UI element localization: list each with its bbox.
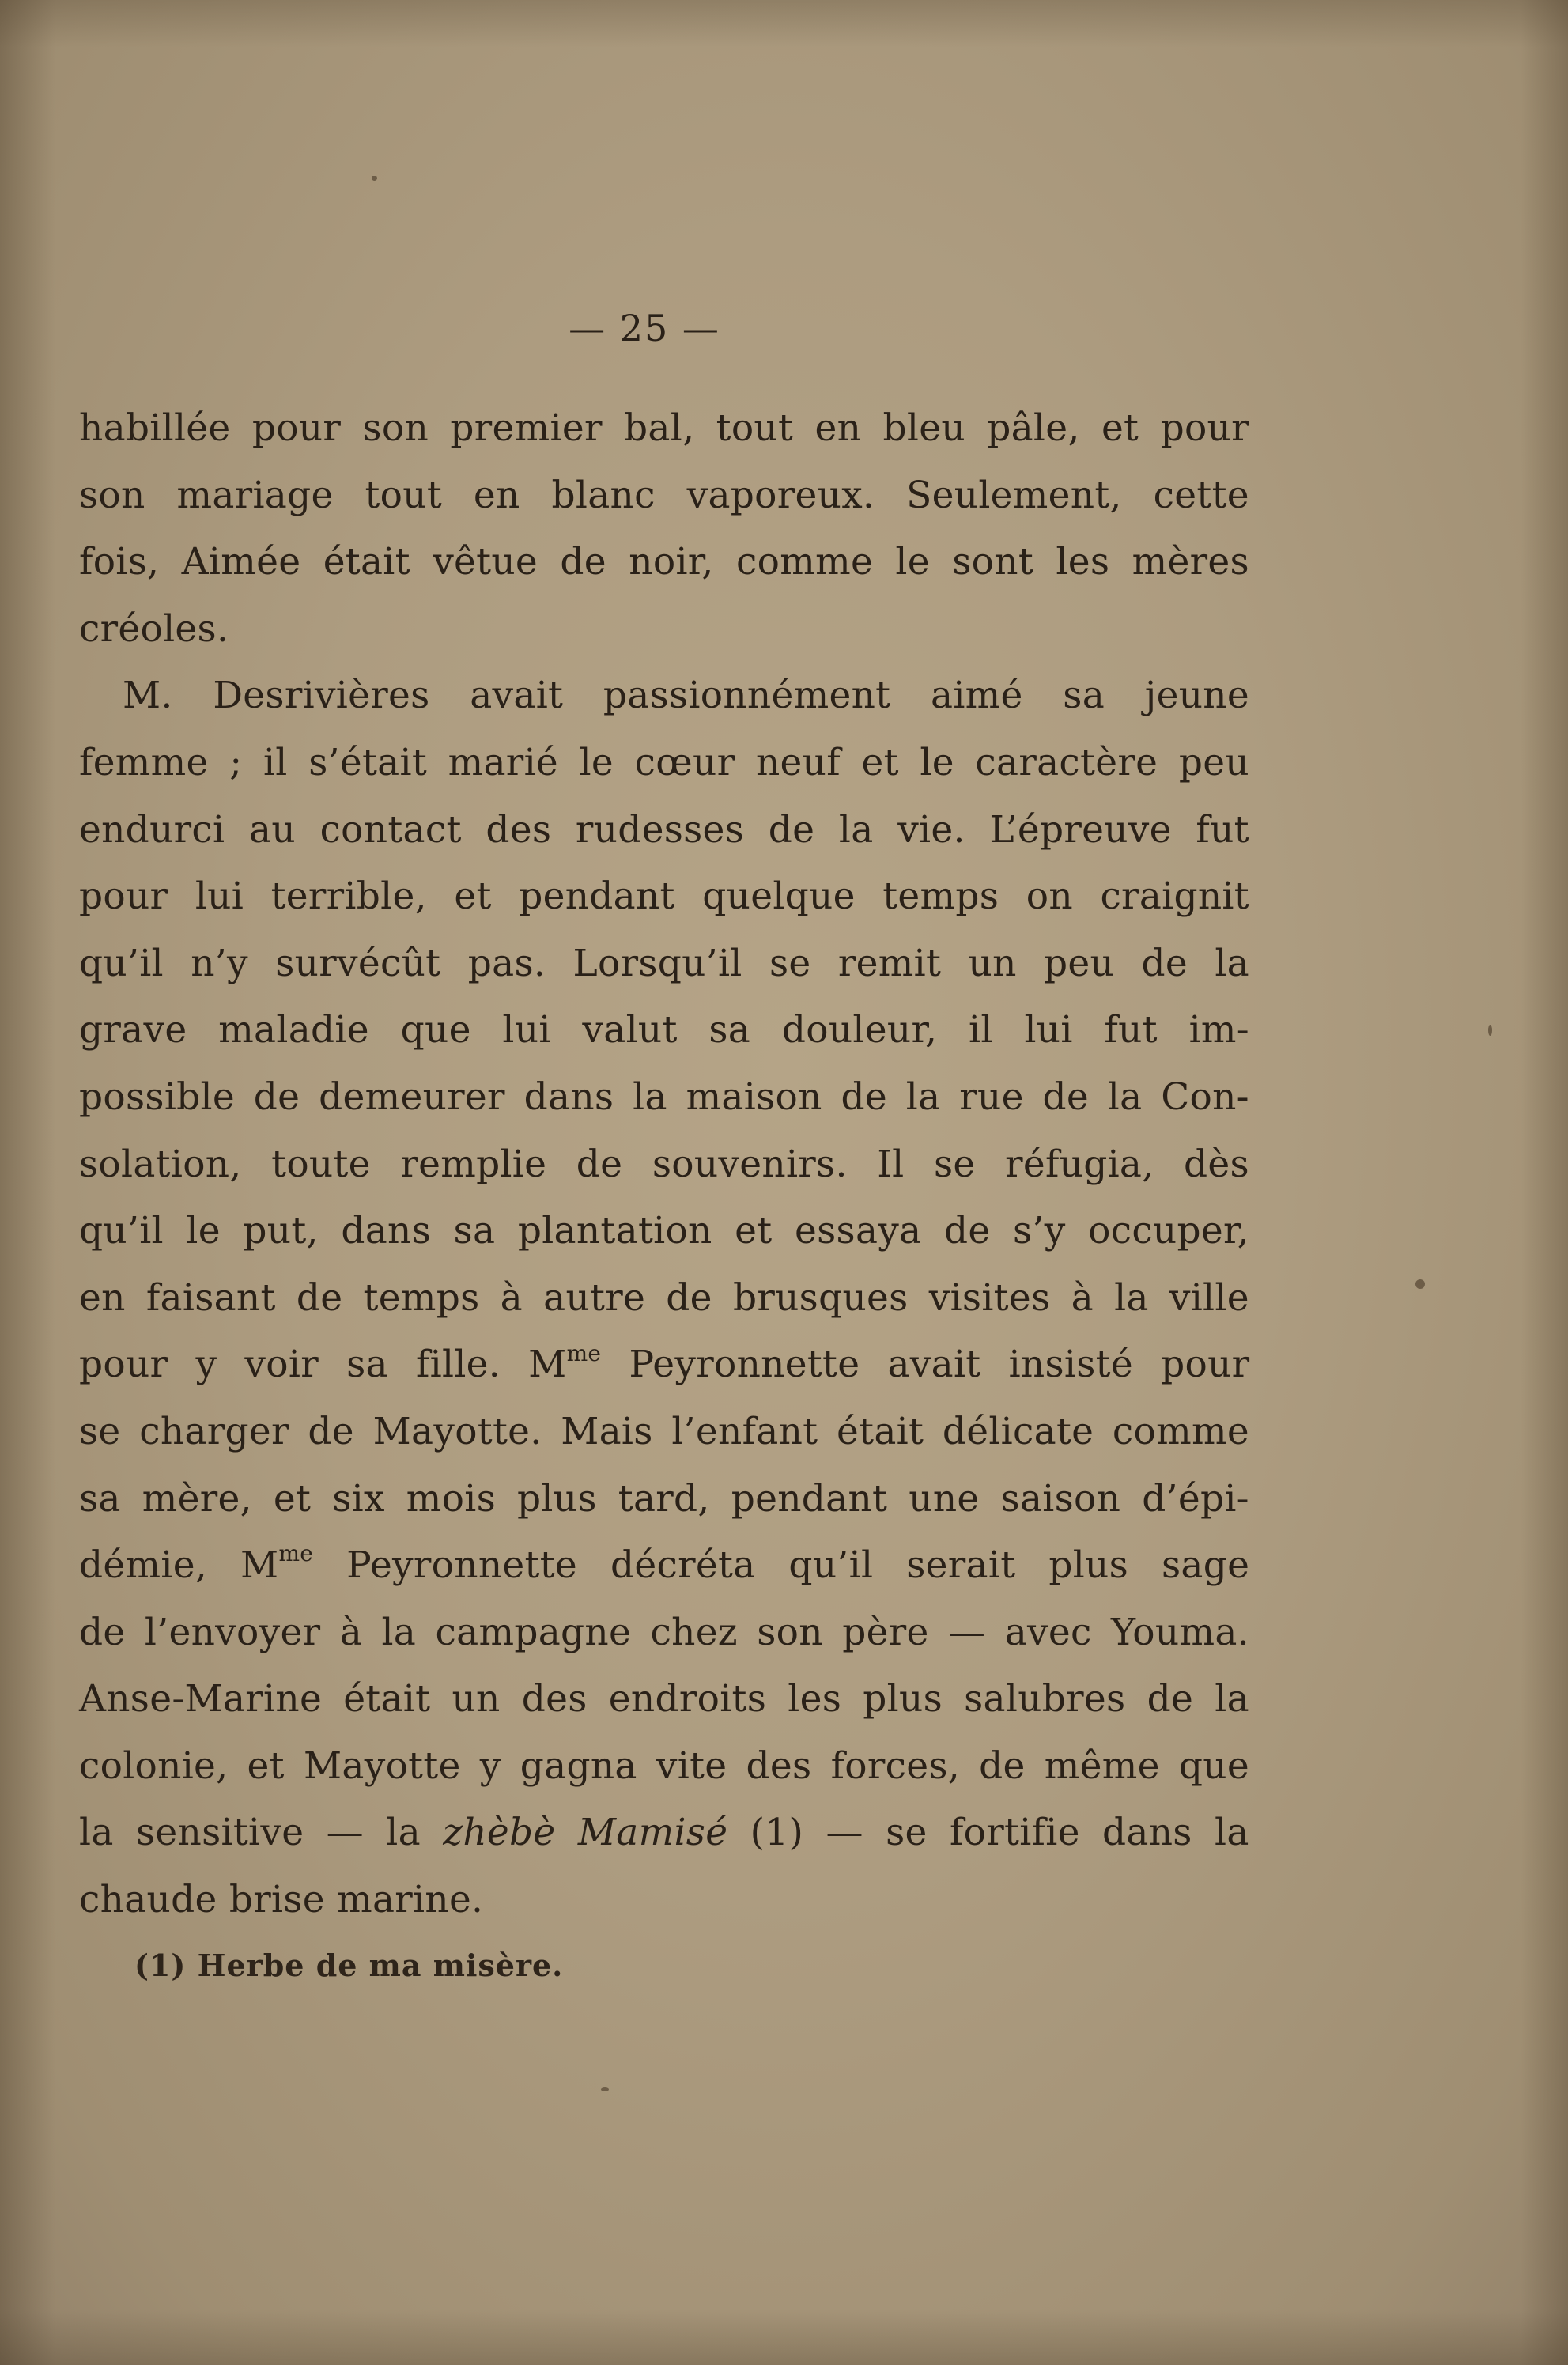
word: ; [229, 740, 243, 784]
word: le [186, 1209, 221, 1253]
word: il [969, 1008, 993, 1052]
word: saison [1000, 1476, 1121, 1521]
word: à [500, 1275, 523, 1320]
word: passionnément [603, 674, 891, 718]
word: remplie [400, 1142, 547, 1186]
word: était [343, 1677, 431, 1721]
word: les [1056, 540, 1110, 584]
word: bal, [624, 406, 695, 450]
word: des [521, 1677, 588, 1721]
word: Aimée [181, 540, 301, 584]
word: la [1215, 941, 1249, 985]
word: occuper, [1088, 1209, 1249, 1253]
word: bleu [882, 406, 965, 450]
word: de [296, 1275, 343, 1320]
word: Lorsqu’il [572, 941, 742, 985]
word: plantation [517, 1209, 712, 1253]
word: femme [79, 740, 209, 784]
word: réfugia, [1005, 1142, 1154, 1186]
page-edge-shadow-bottom [0, 2310, 1568, 2365]
word: dans [341, 1209, 432, 1253]
word: qu’il [79, 1209, 164, 1253]
word: d’épi- [1142, 1476, 1249, 1521]
word: son [79, 473, 145, 517]
text-line [79, 997, 1249, 1064]
word: mère, [142, 1476, 252, 1521]
word: demeurer [319, 1075, 505, 1119]
word: que [1178, 1744, 1249, 1788]
word: de [576, 1142, 623, 1186]
word: la [1215, 1677, 1249, 1721]
word: de [666, 1275, 712, 1320]
word: possible [79, 1075, 235, 1119]
word: de [1042, 1075, 1089, 1119]
word: blanc [551, 473, 656, 517]
word: quelque [702, 875, 856, 919]
paper-speck [372, 176, 377, 181]
word: tard, [618, 1476, 710, 1521]
word: marié [448, 740, 559, 784]
word: caractère [975, 740, 1158, 784]
word: il [263, 740, 288, 784]
word: lui [1024, 1008, 1073, 1052]
word: Seulement, [906, 473, 1122, 517]
word: six [332, 1476, 385, 1521]
word: essaya [795, 1209, 922, 1253]
word: pour [1160, 406, 1249, 450]
line-segment: la sensitive — la zhèbè Mamisé (1) — se fortifie dans la [79, 1811, 1249, 1855]
word: vaporeux. [686, 473, 875, 517]
body-text [79, 395, 1249, 1934]
word: L’épreuve [989, 807, 1172, 852]
word: fut [1104, 1008, 1158, 1052]
word: brusques [732, 1275, 909, 1320]
word: père [842, 1610, 929, 1654]
text-line-paragraph-end: chaude brise marine. [79, 1878, 484, 1922]
word: remit [837, 941, 942, 985]
word: pâle, [987, 406, 1080, 450]
word: maladie [218, 1008, 369, 1052]
line-segment: pour y voir sa fille. $M^{me}$ Peyronnette avait insisté pour [79, 1339, 1250, 1387]
word: un [452, 1677, 501, 1721]
paper-speck [1488, 1025, 1492, 1036]
text-line [79, 730, 1249, 797]
word: et [247, 1744, 285, 1788]
word: noir, [629, 540, 714, 584]
text-line-paragraph-start [79, 663, 1249, 730]
text-line [79, 1466, 1249, 1533]
word: un [968, 941, 1017, 985]
paper-speck [1415, 1279, 1425, 1289]
word: était [323, 540, 410, 584]
page-edge-shadow-left [0, 0, 55, 2365]
word: qu’il [79, 941, 164, 985]
text-line [79, 463, 1249, 530]
paper-speck [601, 2087, 609, 2091]
word: chez [650, 1610, 738, 1654]
text-line-with-superscript [79, 1332, 1249, 1399]
word: visites [928, 1275, 1051, 1320]
text-line [79, 395, 1249, 463]
word: cœur [634, 740, 735, 784]
word: et [735, 1209, 773, 1253]
word: comme [735, 540, 874, 584]
word: se [933, 1142, 976, 1186]
word: et [1101, 406, 1139, 450]
page-number: — 25 — [569, 307, 720, 349]
word: campagne [435, 1610, 632, 1654]
word: autre [543, 1275, 646, 1320]
word: craignit [1100, 875, 1249, 919]
word: forces, [830, 1744, 961, 1788]
word: des [486, 807, 552, 852]
word: douleur, [781, 1008, 938, 1052]
word: rue [959, 1075, 1024, 1119]
text-line-paragraph-end: créoles. [79, 606, 229, 651]
word: le [579, 740, 614, 784]
word: on [1026, 875, 1073, 919]
word: temps [363, 1275, 480, 1320]
word: de [308, 1409, 354, 1453]
word: charger [139, 1409, 289, 1453]
word: la [838, 807, 874, 852]
word: de [768, 807, 815, 852]
word: fois, [79, 540, 160, 584]
word: souvenirs. [652, 1142, 848, 1186]
word: temps [882, 875, 999, 919]
word: Con- [1161, 1075, 1249, 1119]
word: vite [656, 1744, 727, 1788]
word: peu [1044, 941, 1115, 985]
word: sa [453, 1209, 496, 1253]
word: Anse-Marine [79, 1677, 323, 1721]
word: vie. [897, 807, 965, 852]
word: maison [686, 1075, 822, 1119]
word: pendant [519, 875, 675, 919]
page-edge-shadow-top [0, 0, 1568, 47]
italic-creole-phrase: zhèbè Mamisé [443, 1811, 728, 1855]
text-line [79, 931, 1249, 998]
word: fut [1196, 807, 1249, 852]
superscript-abbrev: me [566, 1339, 602, 1366]
word: vêtue [433, 540, 538, 584]
word: en [79, 1275, 126, 1320]
word: aimé [931, 674, 1023, 718]
word: plus [517, 1476, 597, 1521]
word: l’envoyer [144, 1610, 321, 1654]
word: et [454, 875, 492, 919]
word: s’y [1013, 1209, 1066, 1253]
word: s’était [308, 740, 428, 784]
word: en [473, 473, 520, 517]
word: de [979, 1744, 1026, 1788]
word: rudesses [575, 807, 745, 852]
word: Mayotte. [372, 1409, 542, 1453]
word: même [1044, 1744, 1160, 1788]
word: pendant [731, 1476, 888, 1521]
word: la [905, 1075, 941, 1119]
word: les [788, 1677, 842, 1721]
word: comme [1112, 1409, 1249, 1453]
word: pour [79, 875, 168, 919]
text-line [79, 1733, 1249, 1800]
word: lui [502, 1008, 551, 1052]
text-line [79, 1131, 1249, 1199]
word: délicate [942, 1409, 1094, 1453]
word: — [948, 1610, 986, 1654]
word: mariage [176, 473, 334, 517]
line-segment: démie, $M^{me}$ Peyronnette décréta qu’il serait plus sage [79, 1540, 1250, 1588]
word: tout [365, 473, 443, 517]
word: la [381, 1610, 417, 1654]
page-edge-shadow-right [1521, 0, 1568, 2365]
word: salubres [964, 1677, 1126, 1721]
word: pas. [467, 941, 546, 985]
text-line [79, 863, 1249, 931]
word: de [253, 1075, 300, 1119]
word: le [920, 740, 954, 784]
word: mois [406, 1476, 497, 1521]
word: habillée [79, 406, 231, 450]
word: de [1147, 1677, 1194, 1721]
text-line [79, 1265, 1249, 1332]
text-line [79, 529, 1249, 596]
word: terrible, [270, 875, 427, 919]
text-line-with-superscript [79, 1532, 1249, 1600]
word: de [79, 1610, 126, 1654]
word: se [79, 1409, 121, 1453]
word: lui [195, 875, 244, 919]
word: à [1071, 1275, 1094, 1320]
word: grave [79, 1008, 187, 1052]
text-line [79, 1198, 1249, 1265]
word: une [909, 1476, 980, 1521]
word: en [814, 406, 862, 450]
word: de [841, 1075, 887, 1119]
word: avait [470, 674, 564, 718]
word: peu [1178, 740, 1249, 784]
word: Mais [561, 1409, 653, 1453]
word: se [769, 941, 811, 985]
word: endurci [79, 807, 225, 852]
word: mères [1132, 540, 1249, 584]
word: cette [1153, 473, 1249, 517]
word: l’enfant [671, 1409, 818, 1453]
word: colonie, [79, 1744, 229, 1788]
word: dès [1184, 1142, 1249, 1186]
word: solation, [79, 1142, 242, 1186]
word: Youma. [1111, 1610, 1249, 1654]
word: jeune [1144, 674, 1249, 718]
text-line [79, 1666, 1249, 1733]
footnote: (1) Herbe de ma misère. [134, 1948, 564, 1983]
word: plus [863, 1677, 943, 1721]
word: son [362, 406, 429, 450]
word: et [861, 740, 899, 784]
word: dans [523, 1075, 614, 1119]
word: y [479, 1744, 501, 1788]
text-line [79, 1399, 1249, 1466]
word: endroits [608, 1677, 767, 1721]
word: sa [708, 1008, 751, 1052]
word: sa [1063, 674, 1105, 718]
word: au [249, 807, 296, 852]
word: de [1141, 941, 1188, 985]
word: de [560, 540, 606, 584]
text-line [79, 1064, 1249, 1131]
word: valut [582, 1008, 678, 1052]
word: Mayotte [303, 1744, 461, 1788]
word: la [1107, 1075, 1143, 1119]
word: pour [251, 406, 342, 450]
word: toute [271, 1142, 371, 1186]
text-line [79, 797, 1249, 864]
word: sont [952, 540, 1034, 584]
word: de [944, 1209, 991, 1253]
word: à [339, 1610, 363, 1654]
word: neuf [755, 740, 841, 784]
word: gagna [520, 1744, 637, 1788]
word: que [400, 1008, 471, 1052]
word: et [273, 1476, 312, 1521]
word: n’y [191, 941, 248, 985]
word: M. [123, 674, 173, 718]
word: sa [79, 1476, 121, 1521]
word: avec [1004, 1610, 1092, 1654]
word: son [757, 1610, 823, 1654]
word: le [895, 540, 930, 584]
word: tout [716, 406, 794, 450]
word: contact [319, 807, 462, 852]
word: des [746, 1744, 812, 1788]
word: était [837, 1409, 924, 1453]
word: survécût [275, 941, 441, 985]
word: premier [450, 406, 603, 450]
word: Il [877, 1142, 905, 1186]
word: la [633, 1075, 667, 1119]
word: put, [243, 1209, 319, 1253]
word: la [1114, 1275, 1149, 1320]
word: Desrivières [213, 674, 430, 718]
superscript-abbrev: me [278, 1540, 314, 1567]
word: im- [1188, 1008, 1249, 1052]
word: ville [1169, 1275, 1249, 1320]
word: faisant [145, 1275, 276, 1320]
text-line-with-italic [79, 1800, 1249, 1867]
text-line [79, 1600, 1249, 1667]
